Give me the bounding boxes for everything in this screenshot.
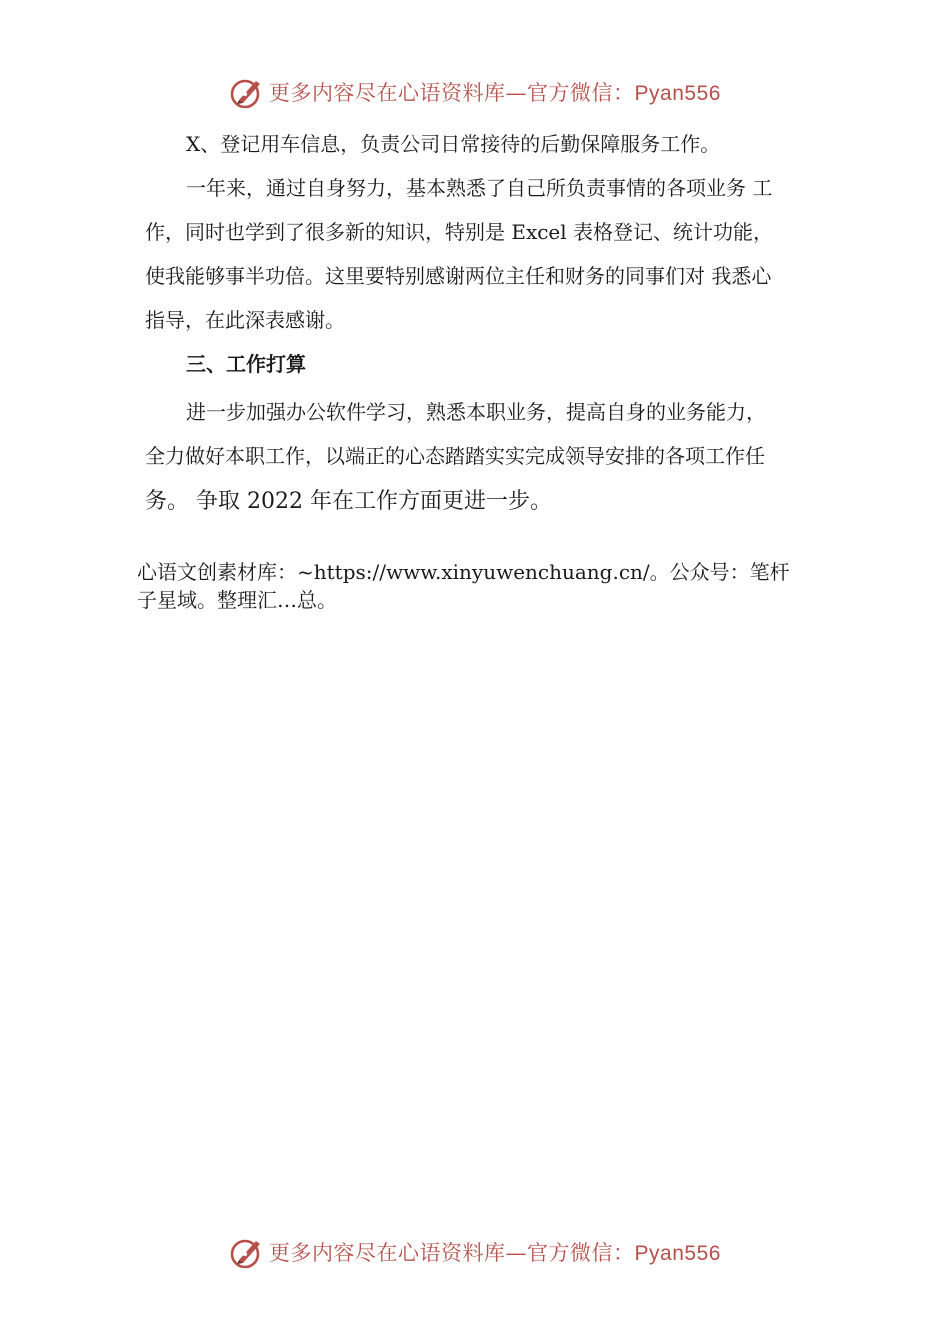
wechat-id: Pyan556 — [634, 82, 721, 105]
source-note-line: 子星域。整理汇…总。 — [137, 588, 337, 612]
paragraph-item-x: X、登记用车信息，负责公司日常接待的后勤保障服务工作。 — [186, 132, 721, 156]
footer-banner — [0, 1232, 950, 1272]
paragraph-line: 一年来，通过自身努力，基本熟悉了自己所负责事情的各项业务 工 — [186, 176, 773, 200]
paragraph-line: 务。 争取 2022 年在工作方面更进一步。 — [145, 489, 552, 514]
pen-logo-icon — [229, 1234, 265, 1270]
banner-text: 更多内容尽在心语资料库—官方微信：Pyan556 — [269, 1241, 721, 1265]
paragraph-line: 使我能够事半功倍。这里要特别感谢两位主任和财务的同事们对 我悉心 — [145, 264, 772, 288]
banner-text: 更多内容尽在心语资料库—官方微信：Pyan556 — [269, 81, 721, 105]
section-heading: 三、工作打算 — [186, 352, 306, 376]
paragraph-line: 指导，在此深表感谢。 — [145, 308, 345, 332]
wechat-id: Pyan556 — [634, 1242, 721, 1265]
source-note-line: 心语文创素材库：~https://www.xinyuwenchuang.cn/。公众号：笔杆 — [137, 560, 790, 584]
pen-logo-icon — [229, 74, 265, 110]
paragraph-line: 作，同时也学到了很多新的知识，特别是 Excel 表格登记、统计功能， — [145, 220, 774, 244]
paragraph-line: 全力做好本职工作，以端正的心态踏踏实实完成领导安排的各项工作任 — [145, 444, 765, 468]
paragraph-line: 进一步加强办公软件学习，熟悉本职业务，提高自身的业务能力， — [186, 400, 766, 424]
header-banner — [0, 72, 950, 112]
